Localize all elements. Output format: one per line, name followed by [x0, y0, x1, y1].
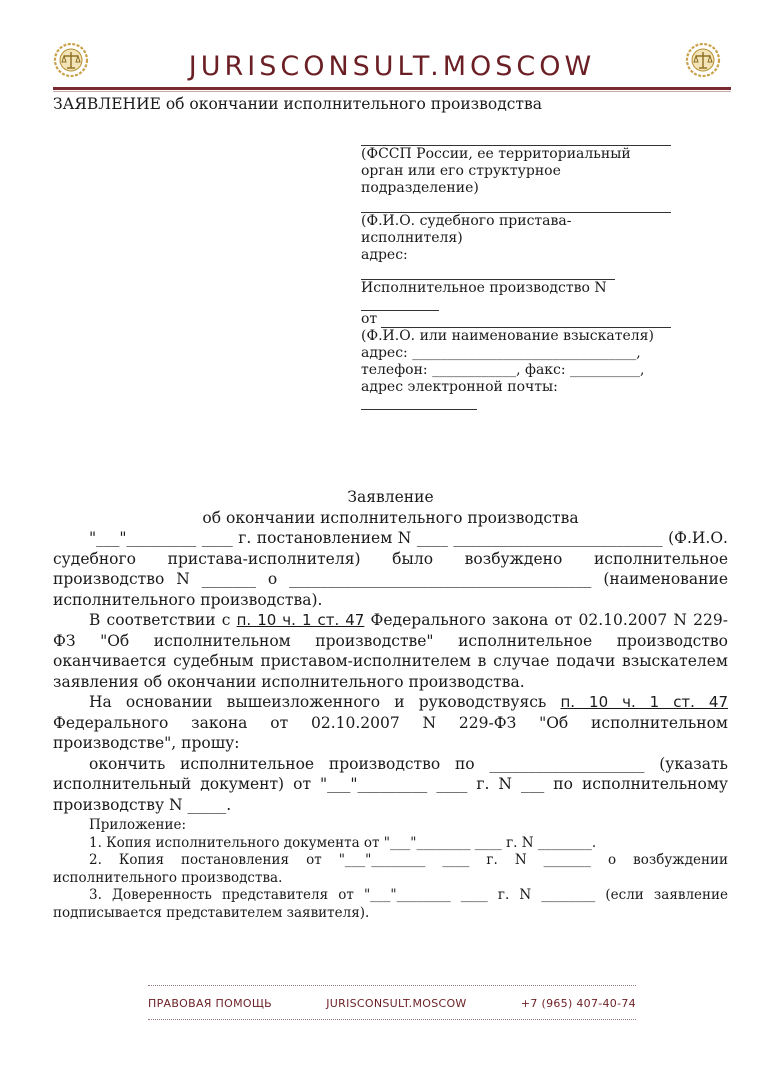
law-article-link[interactable]: п. 10 ч. 1 ст. 47 [560, 693, 728, 711]
attachment-item: 3. Доверенность представителя от "___"________ ____ г. N ________ (если заявление подписывается представителем заявителя). [53, 887, 728, 921]
scales-of-justice-icon [685, 42, 721, 78]
claimant-label: (Ф.И.О. или наименование взыскателя) [361, 328, 654, 344]
footer-phone[interactable]: +7 (965) 407-40-74 [520, 997, 636, 1010]
paragraph-initiation: "___"_________ ____ г. постановлением N ____ ___________________________ (Ф.И.О. судебного пристава-исполнителя) было возбуждено исполнительное производство N _______ о _______________________________________ (наименование исполнительного производства). [53, 529, 728, 609]
attachment-item: 2. Копия постановления от "___"________ ____ г. N _______ о возбуждении исполнительного производства. [53, 852, 728, 886]
addressee-block [361, 130, 671, 410]
paragraph-legal-basis-end: Федерального закона от 02.10.2007 N 229-ФЗ "Об исполнительном производстве" исполнительное производство оканчивается судебным приставом-исполнителем в случае подачи взыскателем заявления об окончании исполнительного производства. [53, 611, 728, 691]
from-blank [381, 315, 671, 328]
attachment-item: 1. Копия исполнительного документа от "___"________ ____ г. N ________. [89, 834, 597, 851]
proceeding-number-blank [361, 297, 439, 311]
law-article-link[interactable]: п. 10 ч. 1 ст. 47 [236, 611, 365, 629]
header-divider [53, 87, 731, 90]
page-footer [148, 997, 636, 1010]
fssp-blank [361, 130, 671, 146]
bailiff-blank [361, 197, 671, 213]
attachments-list [53, 817, 728, 922]
email-label: адрес электронной почты: [361, 379, 558, 395]
paragraph-legal-basis-start: В соответствии с [89, 611, 237, 629]
paragraph-request-intro-end: Федерального закона от 02.10.2007 N 229-ФЗ "Об исполнительном производстве", прошу: [53, 713, 728, 752]
address-blank [361, 264, 615, 280]
fssp-label: (ФССП России, ее территориальный орган или его структурное подразделение) [361, 146, 631, 196]
footer-site-link[interactable]: JURISCONSULT.MOSCOW [326, 997, 467, 1010]
application-subheading: об окончании исполнительного производства [202, 508, 579, 527]
header-divider-thin [53, 91, 731, 92]
application-heading: Заявление [347, 488, 434, 506]
paragraph-request: окончить исполнительное производство по ____________________ (указать исполнительный документ) от "___"_________ ____ г. N ___ по исполнительному производству N _____. [53, 754, 728, 814]
footer-divider-bottom [148, 1019, 636, 1020]
footer-divider-top [148, 985, 636, 986]
email-blank [361, 396, 477, 410]
application-body [53, 487, 728, 922]
bailiff-label: (Ф.И.О. судебного пристава-исполнителя) [361, 213, 572, 246]
phone-fax: телефон: ____________, факс: __________, [361, 362, 645, 378]
proceeding-label: Исполнительное производство N [361, 280, 607, 296]
from-line [361, 311, 671, 328]
attachments-title: Приложение: [89, 817, 187, 833]
paragraph-request-intro-start: На основании вышеизложенного и руководствуясь [89, 693, 561, 711]
claimant-address: адрес: ________________________________, [361, 345, 641, 361]
paragraph-legal-basis [53, 610, 728, 692]
footer-legal-help: ПРАВОВАЯ ПОМОЩЬ [148, 997, 273, 1010]
site-title: JURISCONSULT.MOSCOW [188, 51, 596, 82]
page-header [53, 40, 731, 92]
paragraph-request-intro [53, 692, 728, 754]
from-label: от [361, 311, 378, 327]
address-label: адрес: [361, 247, 408, 263]
document-title: ЗАЯВЛЕНИЕ об окончании исполнительного производства [53, 95, 542, 113]
